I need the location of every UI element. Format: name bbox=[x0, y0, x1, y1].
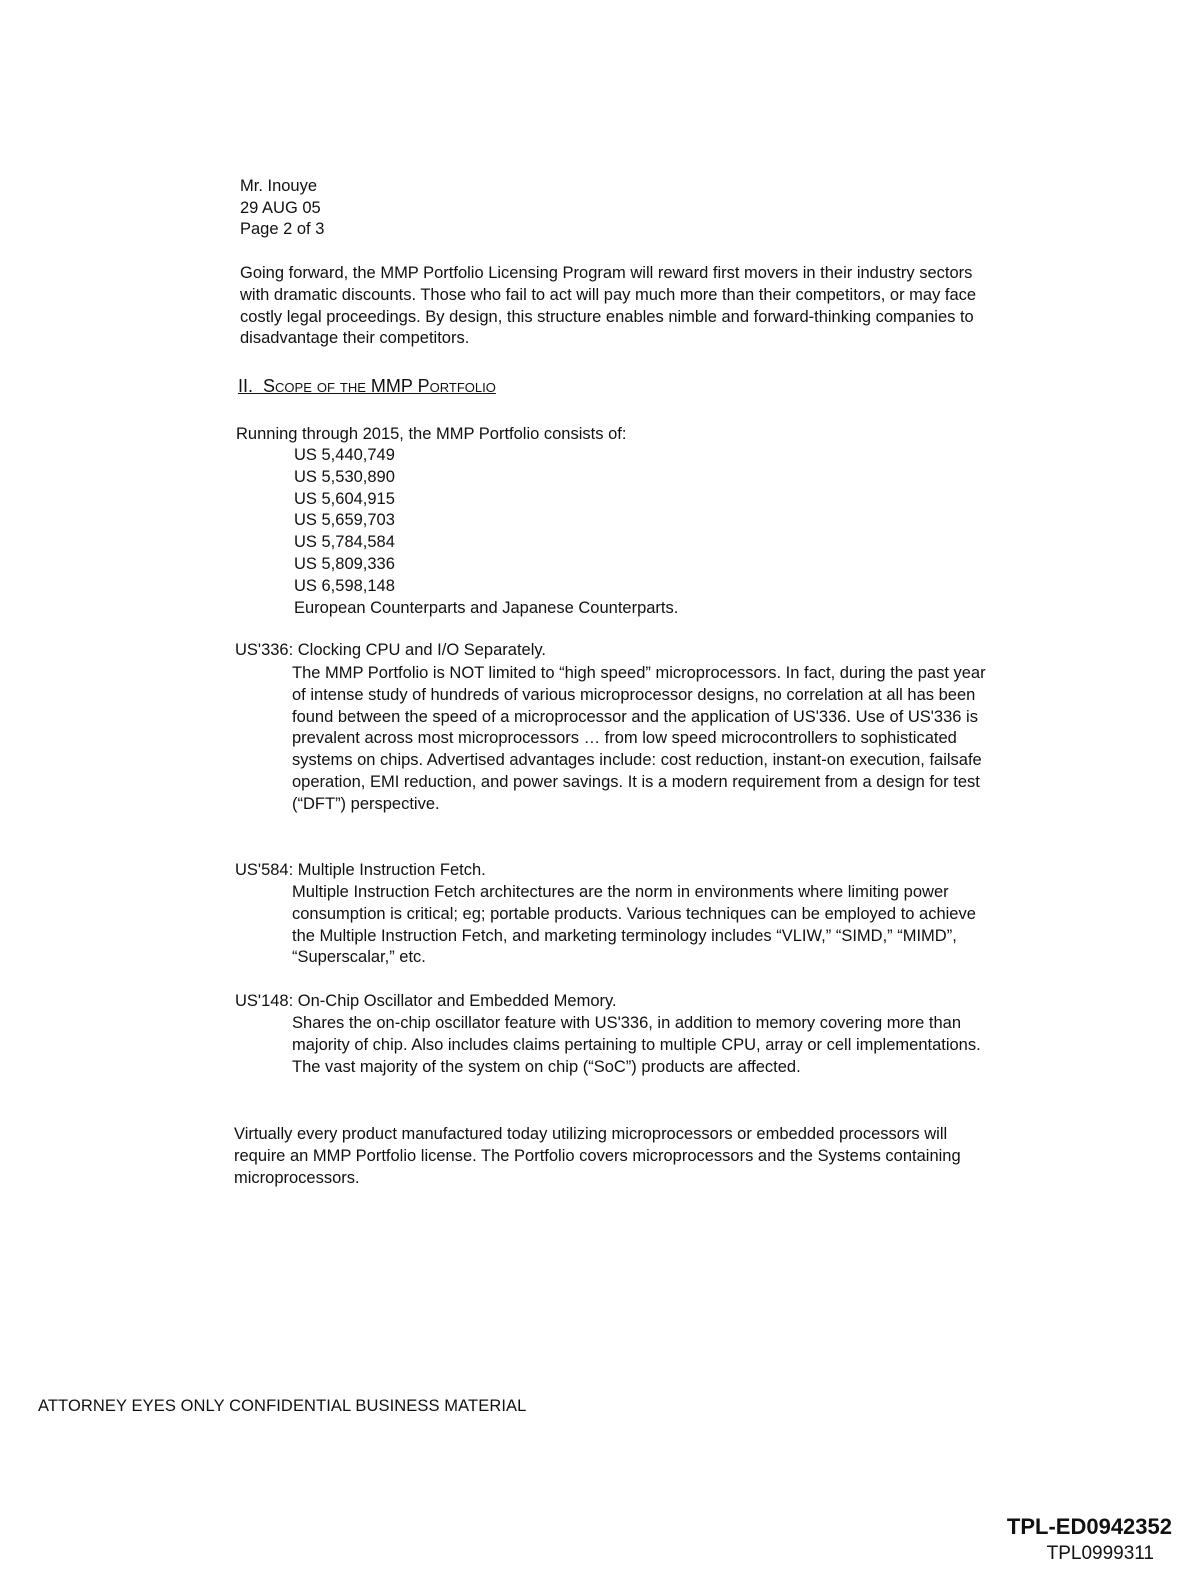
recipient-line: Mr. Inouye bbox=[240, 177, 318, 195]
confidentiality-footer: ATTORNEY EYES ONLY CONFIDENTIAL BUSINESS MATERIAL bbox=[38, 1397, 527, 1415]
letter-header bbox=[240, 176, 324, 241]
section-number: II. bbox=[238, 376, 254, 396]
patent-section-title: US'148: On-Chip Oscillator and Embedded Memory. bbox=[235, 992, 617, 1010]
patent-item: European Counterparts and Japanese Counterparts. bbox=[294, 598, 679, 617]
patent-section-title: US'584: Multiple Instruction Fetch. bbox=[235, 861, 486, 879]
patent-item: US 5,604,915 bbox=[294, 489, 395, 508]
date-line: 29 AUG 05 bbox=[240, 198, 321, 217]
scope-intro: Running through 2015, the MMP Portfolio consists of: bbox=[236, 425, 627, 443]
section-heading bbox=[238, 375, 496, 397]
patent-section-body: The MMP Portfolio is NOT limited to “high speed” microprocessors. In fact, during the past year of intense study of hundreds of various microprocessor designs, no correlation at all has been found between the speed of a microprocessor and the application of US'336. Use of US'336 is prevalent across most microprocessors … from low speed microcontrollers to sophisticated systems on chips. Advertised advantages include: cost reduction, instant-on execution, failsafe operation, EMI reduction, and power savings. It is a modern requirement from a design for test (“DFT”) perspective. bbox=[292, 664, 986, 813]
patent-item: US 6,598,148 bbox=[294, 576, 395, 595]
patent-section-body: Multiple Instruction Fetch architectures are the norm in environments where limiting power consumption is critical; eg; portable products. Various techniques can be employed to achieve the Multiple Instruction Fetch, and marketing terminology includes “VLIW,” “SIMD,” “MIMD”, “Superscalar,” etc. bbox=[292, 883, 976, 967]
patent-item: US 5,784,584 bbox=[294, 533, 395, 552]
patent-section-body: Shares the on-chip oscillator feature with US'336, in addition to memory covering more than majority of chip. Also includes claims pertaining to multiple CPU, array or cell implementations. The vast majority of the system on chip (“SoC”) products are affected. bbox=[292, 1014, 981, 1076]
patent-item: US 5,440,749 bbox=[294, 446, 395, 464]
patent-item: US 5,530,890 bbox=[294, 467, 395, 486]
bates-number-primary: TPL-ED0942352 bbox=[1006, 1514, 1172, 1539]
patent-item: US 5,809,336 bbox=[294, 554, 395, 573]
bates-number-secondary: TPL0999311 bbox=[1046, 1543, 1154, 1564]
page-number-line: Page 2 of 3 bbox=[240, 220, 325, 238]
patent-section-title: US'336: Clocking CPU and I/O Separately. bbox=[235, 641, 546, 659]
closing-paragraph: Virtually every product manufactured today utilizing microprocessors or embedded processors will require an MMP Portfolio license. The Portfolio covers microprocessors and the Systems containing microprocessors. bbox=[234, 1125, 961, 1187]
patent-list bbox=[294, 445, 678, 619]
patent-item: US 5,659,703 bbox=[294, 511, 395, 530]
section-title: Scope of the MMP Portfolio bbox=[263, 376, 496, 396]
intro-paragraph: Going forward, the MMP Portfolio Licensing Program will reward first movers in their industry sectors with dramatic discounts. Those who fail to act will pay much more than their competitors, or may face costly legal proceedings. By design, this structure enables nimble and forward-thinking companies to disadvantage their competitors. bbox=[240, 264, 977, 348]
